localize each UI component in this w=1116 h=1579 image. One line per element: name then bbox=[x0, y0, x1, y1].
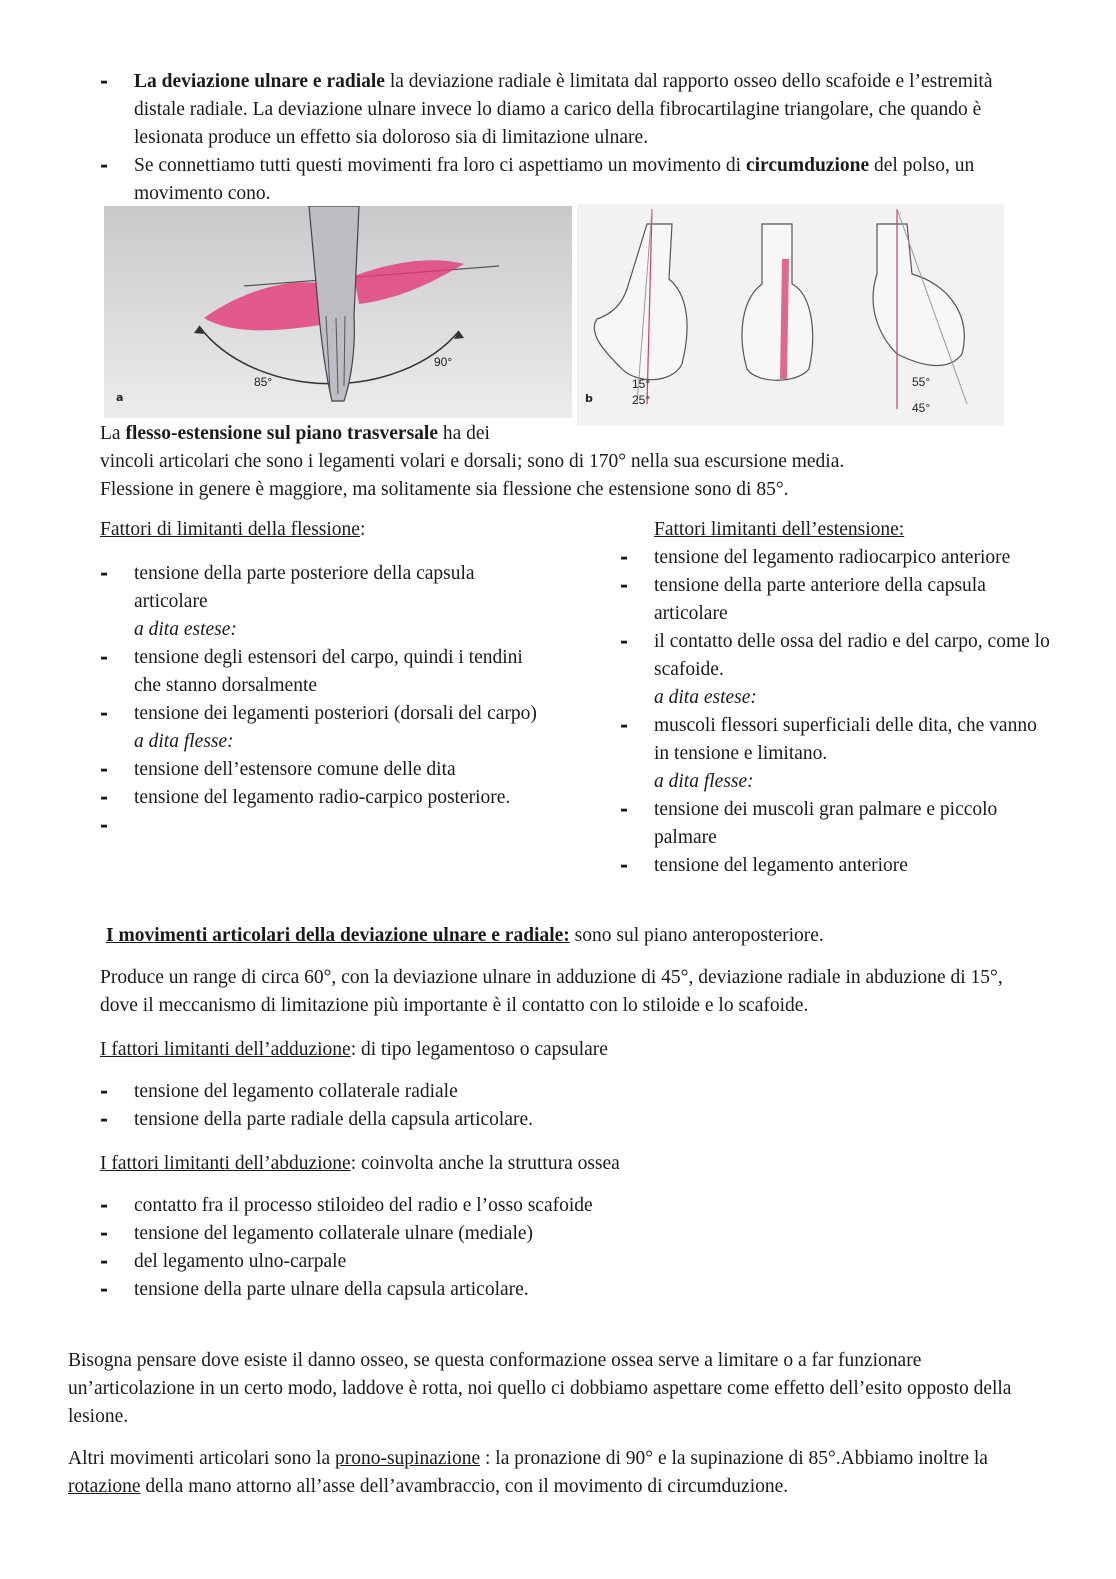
abduction-heading bbox=[100, 1150, 1040, 1178]
bullet-text: tensione della parte ulnare della capsula articolare. bbox=[134, 1279, 529, 1300]
dash-bullet: - bbox=[620, 546, 629, 569]
bullet-text: del polso, un movimento cono. bbox=[134, 155, 975, 204]
list-item bbox=[100, 68, 1030, 152]
paragraph-line: vincoli articolari che sono i legamenti volari e dorsali; sono di 170° nella sua escursione media. bbox=[100, 451, 845, 472]
adduction-list bbox=[100, 1078, 1040, 1134]
dash-bullet: - bbox=[100, 646, 109, 669]
dash-bullet: - bbox=[100, 70, 109, 93]
sub-heading: a dita flesse: bbox=[134, 731, 234, 752]
list-item bbox=[100, 1248, 1040, 1276]
bullet-text: tensione del legamento anteriore bbox=[654, 855, 908, 876]
extension-limits-column bbox=[620, 516, 1050, 880]
list-item bbox=[620, 852, 1050, 880]
svg-text:15°: 15° bbox=[632, 377, 651, 391]
dash-bullet: - bbox=[620, 574, 629, 597]
text: : coinvolta anche la struttura ossea bbox=[350, 1153, 620, 1174]
column-heading bbox=[620, 516, 1050, 544]
section-title bbox=[100, 922, 1040, 950]
heading-text: I fattori limitanti dell’adduzione bbox=[100, 1039, 351, 1060]
list-item bbox=[100, 560, 540, 616]
heading-text: Fattori di limitanti della flessione bbox=[100, 519, 360, 540]
list-item bbox=[100, 1078, 1040, 1106]
paragraph-line: Flessione in genere è maggiore, ma solitamente sia flessione che estensione sono di 85°. bbox=[100, 479, 789, 500]
figure-b-illustration bbox=[577, 204, 1004, 426]
extension-limits-list bbox=[620, 544, 1050, 880]
flexion-paragraph bbox=[100, 420, 1040, 504]
bullet-text: tensione della parte radiale della capsula articolare. bbox=[134, 1109, 533, 1130]
sub-heading: a dita estese: bbox=[654, 687, 757, 708]
bullet-text: tensione del legamento radiocarpico anteriore bbox=[654, 547, 1011, 568]
list-item bbox=[100, 1106, 1040, 1134]
dash-bullet: - bbox=[620, 630, 629, 653]
bullet-text: del legamento ulno-carpale bbox=[134, 1251, 347, 1272]
bullet-text: tensione dei muscoli gran palmare e piccolo palmare bbox=[654, 799, 998, 848]
list-item bbox=[100, 1192, 1040, 1220]
text: : di tipo legamentoso o capsulare bbox=[350, 1039, 608, 1060]
dash-bullet: - bbox=[100, 1250, 109, 1273]
abduction-list bbox=[100, 1192, 1040, 1304]
dash-bullet: - bbox=[620, 714, 629, 737]
list-item bbox=[620, 796, 1050, 852]
bullet-text: tensione dell’estensore comune delle dita bbox=[134, 759, 456, 780]
bold-term: flesso-estensione sul piano trasversale bbox=[125, 423, 438, 444]
adduction-heading bbox=[100, 1036, 1040, 1064]
dash-bullet: - bbox=[100, 814, 109, 837]
text: della mano attorno all’asse dell’avambraccio, con il movimento di circumduzione. bbox=[140, 1476, 789, 1497]
bullet-text: tensione degli estensori del carpo, quindi i tendini che stanno dorsalmente bbox=[134, 647, 523, 696]
bullet-text: muscoli flessori superficiali delle dita, che vanno in tensione e limitano. bbox=[654, 715, 1037, 764]
dash-bullet: - bbox=[100, 1278, 109, 1301]
text: La bbox=[100, 423, 126, 444]
heading-suffix: : bbox=[359, 519, 366, 540]
list-item bbox=[100, 1220, 1040, 1248]
bullet-text: tensione della parte anteriore della capsula articolare bbox=[654, 575, 986, 624]
text: Altri movimenti articolari sono la bbox=[68, 1448, 335, 1469]
bullet-text: tensione del legamento collaterale radiale bbox=[134, 1081, 458, 1102]
list-item bbox=[620, 712, 1050, 768]
svg-text:a: a bbox=[116, 391, 124, 404]
list-item bbox=[620, 544, 1050, 572]
bullet-text: il contatto delle ossa del radio e del carpo, come lo scafoide. bbox=[654, 631, 1050, 680]
figure-b-hand-deviation bbox=[577, 204, 1004, 426]
column-heading bbox=[100, 516, 540, 544]
bullet-text: tensione del legamento radio-carpico posteriore. bbox=[134, 787, 511, 808]
svg-text:45°: 45° bbox=[912, 401, 931, 415]
list-item bbox=[100, 784, 540, 812]
list-item bbox=[620, 572, 1050, 628]
list-item bbox=[100, 152, 1030, 208]
list-item bbox=[100, 1276, 1040, 1304]
flexion-limits-column bbox=[100, 516, 540, 840]
dash-bullet: - bbox=[100, 1108, 109, 1131]
text: sono sul piano anteroposteriore. bbox=[569, 925, 824, 946]
section-heading: I movimenti articolari della deviazione ulnare e radiale: bbox=[106, 925, 570, 946]
svg-text:b: b bbox=[585, 392, 593, 405]
figure-a-hand-flexion bbox=[104, 206, 572, 418]
bold-term: La deviazione ulnare e radiale bbox=[134, 71, 385, 92]
svg-text:25°: 25° bbox=[632, 393, 651, 407]
closing-section bbox=[68, 1347, 1048, 1501]
bullet-text: la deviazione radiale è limitata dal rapporto osseo dello scafoide e l’estremità distale radiale. La deviazione ulnare invece lo diamo a carico della fibrocartilagine triangolare, che quando è lesionata produce un effetto sia doloroso sia di limitazione ulnare. bbox=[134, 71, 993, 148]
paragraph-line bbox=[100, 420, 1040, 448]
intro-bullet-list bbox=[100, 68, 1030, 208]
closing-paragraph: Bisogna pensare dove esiste il danno osseo, se questa conformazione ossea serve a limitare o a far funzionare un’articolazione in un certo modo, laddove è rotta, noi quello ci dobbiamo aspettare come effetto dell’esito opposto della lesione. bbox=[68, 1350, 1012, 1427]
dash-bullet: - bbox=[100, 786, 109, 809]
list-item bbox=[100, 756, 540, 784]
movements-paragraph: Produce un range di circa 60°, con la deviazione ulnare in adduzione di 45°, deviazione radiale in abduzione di 15°, dove il meccanismo di limitazione più importante è il contatto con lo stiloide e lo scafoide. bbox=[100, 967, 1003, 1016]
text: ha dei bbox=[437, 423, 490, 444]
dash-bullet: - bbox=[620, 854, 629, 877]
figure-a-illustration bbox=[104, 206, 572, 418]
bullet-text: contatto fra il processo stiloideo del radio e l’osso scafoide bbox=[134, 1195, 593, 1216]
heading-text: Fattori limitanti dell’estensione: bbox=[654, 519, 905, 540]
svg-text:85°: 85° bbox=[254, 375, 273, 389]
closing-paragraph-2 bbox=[68, 1445, 1048, 1501]
heading-text: I fattori limitanti dell’abduzione bbox=[100, 1153, 351, 1174]
bullet-text: tensione del legamento collaterale ulnare (mediale) bbox=[134, 1223, 534, 1244]
dash-bullet: - bbox=[100, 562, 109, 585]
dash-bullet: - bbox=[100, 1194, 109, 1217]
list-item bbox=[100, 700, 540, 728]
sub-heading: a dita estese: bbox=[134, 619, 237, 640]
list-item bbox=[620, 628, 1050, 684]
term-prono-supinazione: prono-supinazione bbox=[334, 1448, 481, 1469]
dash-bullet: - bbox=[100, 702, 109, 725]
dash-bullet: - bbox=[620, 798, 629, 821]
svg-text:90°: 90° bbox=[434, 355, 453, 369]
movements-section bbox=[100, 922, 1040, 1304]
sub-heading: a dita flesse: bbox=[654, 771, 754, 792]
svg-text:55°: 55° bbox=[912, 375, 931, 389]
bold-term: circumduzione bbox=[745, 155, 870, 176]
bullet-text: tensione della parte posteriore della capsula articolare bbox=[134, 563, 475, 612]
dash-bullet: - bbox=[100, 1222, 109, 1245]
text: : la pronazione di 90° e la supinazione di 85°.Abbiamo inoltre la bbox=[480, 1448, 988, 1469]
term-rotazione: rotazione bbox=[68, 1476, 141, 1497]
bullet-text: Se connettiamo tutti questi movimenti fra loro ci aspettiamo un movimento di bbox=[134, 155, 746, 176]
bullet-text: tensione dei legamenti posteriori (dorsali del carpo) bbox=[134, 703, 537, 724]
dash-bullet: - bbox=[100, 1080, 109, 1103]
list-item bbox=[100, 812, 540, 840]
dash-bullet: - bbox=[100, 154, 109, 177]
flexion-limits-list bbox=[100, 560, 540, 840]
dash-bullet: - bbox=[100, 758, 109, 781]
list-item bbox=[100, 644, 540, 700]
